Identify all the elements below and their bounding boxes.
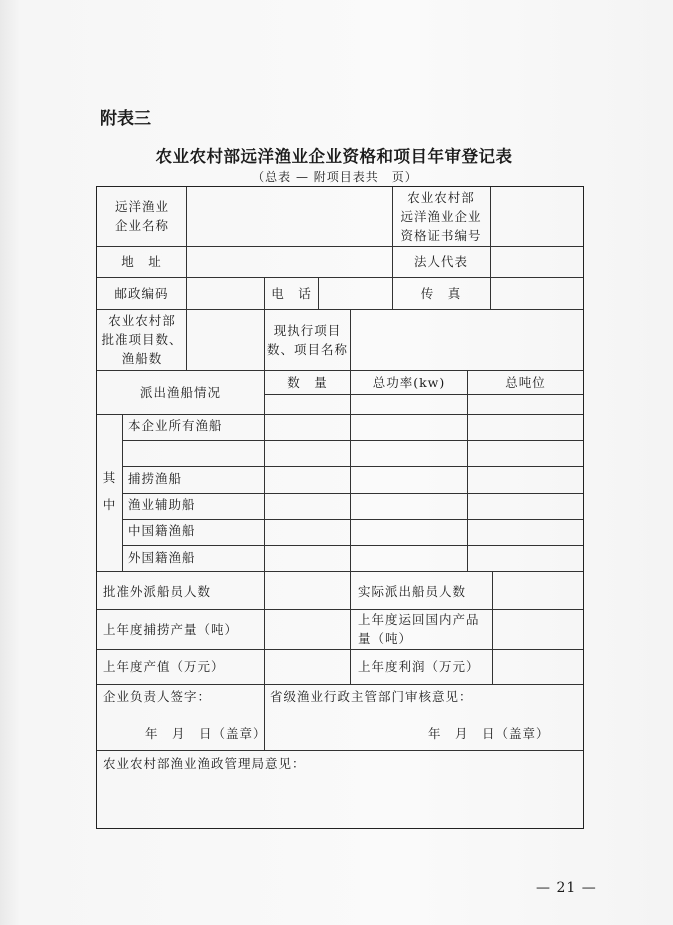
approved-projects-label: 农业农村部 批准项目数、 渔船数 — [101, 313, 183, 366]
manager-sign-label: 企业负责人签字： — [103, 689, 212, 704]
form-table — [96, 186, 584, 829]
foreign-vessels-label: 外国籍渔船 — [128, 550, 196, 565]
provincial-opinion-label: 省级渔业行政主管部门审核意见： — [270, 689, 473, 704]
output-value-label: 上年度产值（万元） — [103, 659, 225, 674]
ministry-opinion-label: 农业农村部渔业渔政管理局意见： — [103, 756, 306, 771]
fax-label: 传 真 — [420, 286, 462, 301]
address-label: 地 址 — [121, 254, 162, 269]
domestic-products-label: 上年度运回国内产品 量（吨） — [358, 612, 480, 646]
actual-crew-label: 实际派出船员人数 — [358, 584, 467, 599]
vessels-dispatched-label: 派出渔船情况 — [139, 385, 221, 400]
profit-label: 上年度利润（万元） — [358, 659, 480, 674]
page-number: — 21 — — [536, 880, 597, 896]
approved-crew-label: 批准外派船员人数 — [103, 584, 212, 599]
form-subtitle: （总表 — 附项目表共 页） — [252, 170, 418, 184]
postcode-label: 邮政编码 — [114, 286, 169, 301]
date-seal-left: 年 月 日（盖章） — [145, 726, 267, 741]
legal-rep-label: 法人代表 — [413, 254, 468, 269]
col-total-power: 总功率(kw) — [372, 375, 446, 390]
chinese-vessels-label: 中国籍渔船 — [128, 523, 196, 538]
col-total-tonnage: 总吨位 — [505, 375, 546, 390]
fishing-vessels-label: 捕捞渔船 — [128, 471, 183, 486]
aux-vessels-label: 渔业辅助船 — [128, 497, 196, 512]
form-title: 农业农村部远洋渔业企业资格和项目年审登记表 — [155, 147, 513, 166]
date-seal-right: 年 月 日（盖章） — [428, 726, 550, 741]
company-name-label: 远洋渔业 企业名称 — [114, 199, 169, 233]
appendix-label: 附表三 — [100, 109, 151, 129]
col-quantity: 数 量 — [287, 375, 328, 390]
certificate-number-label: 农业农村部 远洋渔业企业 资格证书编号 — [400, 190, 482, 243]
phone-label: 电 话 — [271, 286, 312, 301]
current-projects-label: 现执行项目 数、项目名称 — [266, 323, 348, 357]
all-vessels-label: 本企业所有渔船 — [128, 418, 223, 433]
among-label: 其 中 — [102, 470, 117, 512]
catch-label: 上年度捕捞产量（吨） — [103, 622, 239, 637]
